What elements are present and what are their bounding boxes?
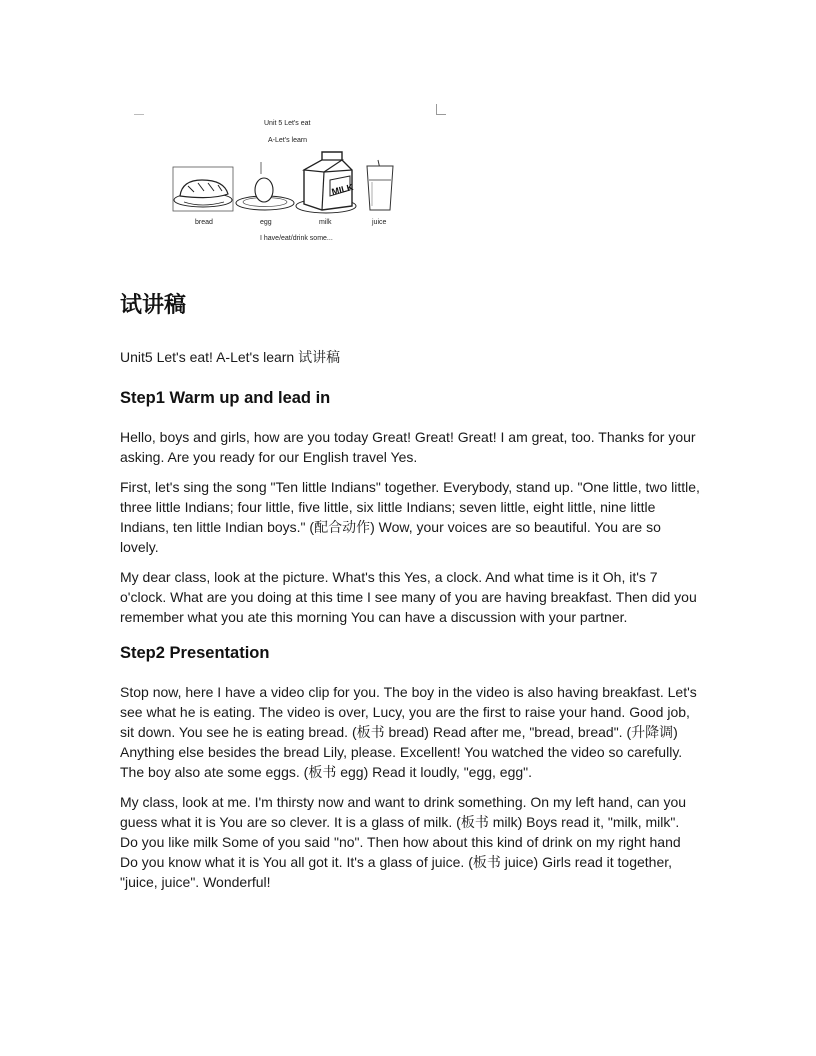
crop-mark-left (134, 114, 144, 115)
illustration-title: Unit 5 Let's eat (264, 120, 311, 127)
crop-mark-right-h (436, 114, 446, 115)
paragraph: My dear class, look at the picture. What's this Yes, a clock. And what time is it Oh, it's 7 o'clock. What are you doing at this time I see many of you are having breakfast. Then did you remember what you ate this morning You can have a discussion with your partner. (120, 569, 697, 625)
section-heading-step1: Step1 Warm up and lead in (120, 389, 331, 407)
paragraph: Stop now, here I have a video clip for you. The boy in the video is also having breakfast. Let's see what he is eating. The video is over, Lucy, you are the first to raise your hand. Good job, sit down. You see he is eating bread. (板书 bread) Read after me, "bread, bread". (升降调) Anything else besides the bread Lily, please. Excellent! You watched the video so carefully. The boy also ate some eggs. (板书 egg) Read it loudly, "egg, egg". (120, 684, 697, 780)
milk-carton-icon (294, 148, 358, 214)
section-heading-step2: Step2 Presentation (120, 644, 270, 662)
label-juice: juice (372, 219, 387, 226)
lesson-illustration (130, 100, 450, 250)
paragraph: First, let's sing the song "Ten little Indians" together. Everybody, stand up. "One little, two little, three little Indians; four little, five little, six little Indians; seven little, eight little, nine little Indians, ten little Indian boys." (配合动作) Wow, your voices are so beautiful. You are so lovely. (120, 479, 700, 555)
illustration-sentence: I have/eat/drink some... (260, 235, 333, 242)
paragraph: My class, look at me. I'm thirsty now and want to drink something. On my left hand, can you guess what it is You are so clever. It is a glass of milk. (板书 milk) Boys read it, "milk, milk". Do you like milk Some of you said "no". Then how about this kind of drink on my right hand Do you know what it is You all got it. It's a glass of juice. (板书 juice) Girls read it together, "juice, juice". Wonderful! (120, 794, 687, 890)
label-milk: milk (319, 219, 332, 226)
paragraph: Hello, boys and girls, how are you today Great! Great! Great! I am great, too. Thanks for your asking. Are you ready for our English travel Yes. (120, 429, 696, 465)
label-egg: egg (260, 219, 272, 226)
juice-glass-icon (364, 158, 396, 212)
document-body (120, 288, 700, 902)
label-bread: bread (195, 219, 213, 226)
milk-carton-text: MILK (330, 181, 355, 197)
illustration-subtitle: A-Let's learn (268, 137, 308, 144)
bread-icon (172, 166, 234, 212)
document-subtitle: Unit5 Let's eat! A-Let's learn 试讲稿 (120, 349, 341, 365)
document-title: 试讲稿 (120, 293, 187, 318)
egg-icon (234, 160, 296, 212)
